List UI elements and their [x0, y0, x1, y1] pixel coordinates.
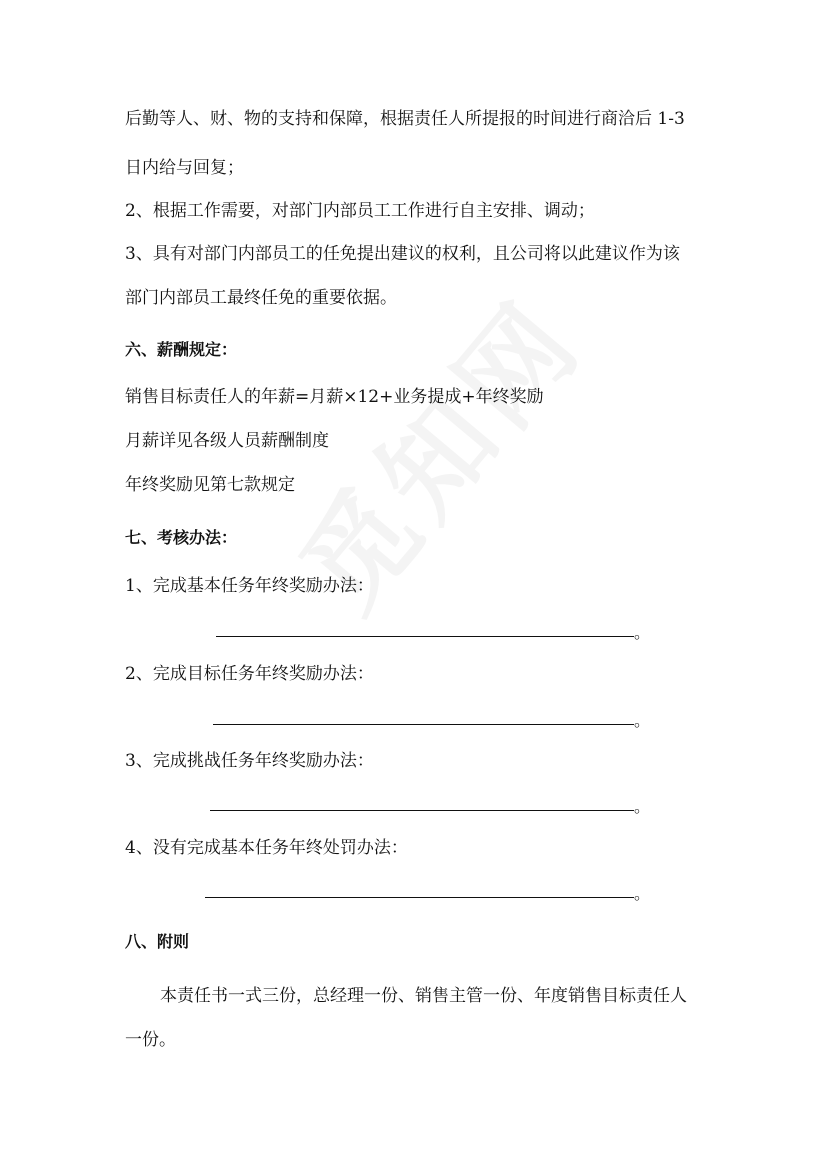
assessment-item-2-blank[interactable]	[213, 724, 634, 725]
assessment-item-1-blank[interactable]	[216, 636, 634, 637]
appendix-line-1: 本责任书一式三份，总经理一份、销售主管一份、年度销售目标责任人	[160, 986, 687, 1006]
assessment-item-2-label: 2、完成目标任务年终奖励办法：	[125, 664, 374, 684]
appendix-line-2: 一份。	[125, 1030, 176, 1050]
assessment-item-3-label: 3、完成挑战任务年终奖励办法：	[125, 751, 374, 771]
salary-formula: 销售目标责任人的年薪=月薪×12+业务提成+年终奖励	[125, 387, 544, 407]
rights-item-3-line-2: 部门内部员工最终任免的重要依据。	[125, 288, 397, 308]
assessment-heading: 七、考核办法：	[125, 528, 238, 547]
assessment-item-1-period: 。	[634, 623, 651, 642]
rights-item-2: 2、根据工作需要，对部门内部员工工作进行自主安排、调动；	[125, 201, 595, 221]
assessment-item-3-period: 。	[634, 797, 651, 816]
assessment-item-3-blank[interactable]	[210, 810, 634, 811]
salary-monthly-note: 月薪详见各级人员薪酬制度	[125, 431, 329, 451]
assessment-item-4-period: 。	[634, 884, 651, 903]
assessment-item-4-label: 4、没有完成基本任务年终处罚办法：	[125, 838, 408, 858]
appendix-heading: 八、附则	[125, 932, 190, 951]
assessment-item-2-period: 。	[634, 711, 651, 730]
rights-line-2: 日内给与回复；	[125, 158, 244, 178]
salary-heading: 六、薪酬规定：	[125, 340, 238, 359]
assessment-item-1-label: 1、完成基本任务年终奖励办法：	[125, 576, 374, 596]
rights-line-1: 后勤等人、财、物的支持和保障，根据责任人所提报的时间进行商洽后 1-3	[125, 109, 685, 129]
salary-bonus-note: 年终奖励见第七款规定	[125, 475, 295, 495]
rights-item-3-line-1: 3、具有对部门内部员工的任免提出建议的权利，且公司将以此建议作为该	[125, 244, 680, 264]
assessment-item-4-blank[interactable]	[205, 897, 634, 898]
